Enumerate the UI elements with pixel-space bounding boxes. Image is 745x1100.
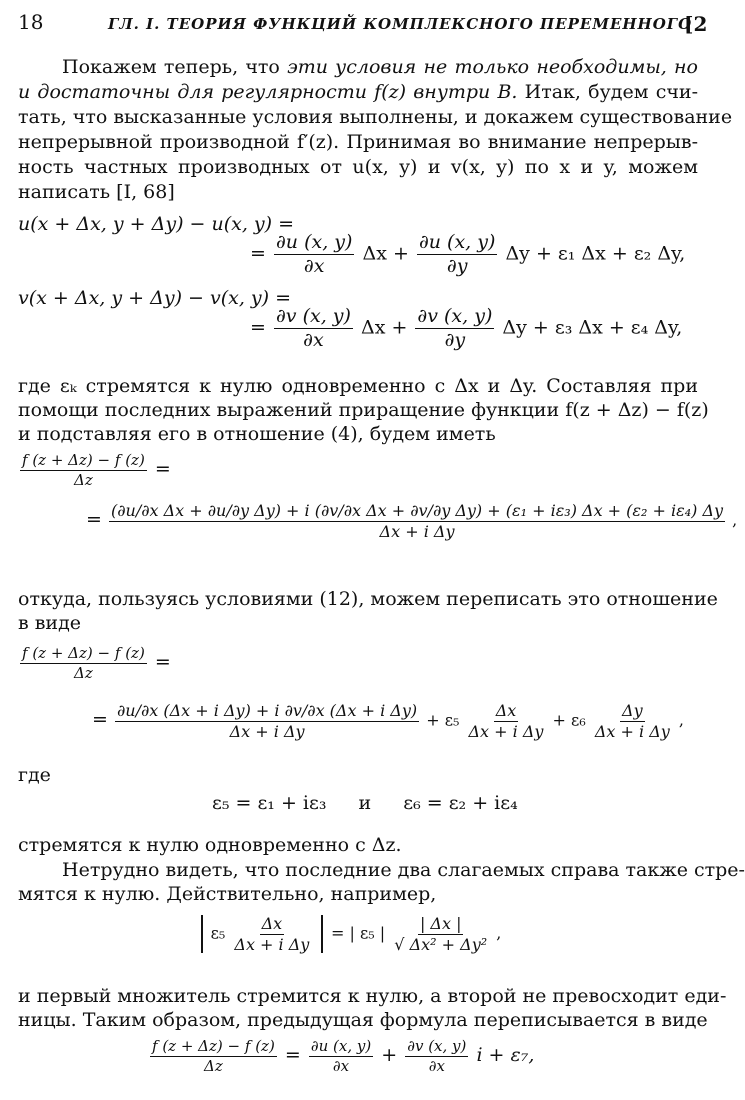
- term: Δy + ε₃ Δx + ε₄ Δy,: [502, 316, 683, 339]
- numerator: ∂u (x, y): [418, 231, 496, 253]
- eq-sign: =: [284, 1044, 301, 1066]
- fraction: [405, 1038, 468, 1074]
- numerator: f (z + Δz) − f (z): [22, 644, 145, 662]
- fraction: [232, 915, 311, 953]
- abs-bar: [201, 915, 203, 953]
- equation-rewritten-rhs: [92, 702, 684, 740]
- numerator: ∂v (x, y): [275, 305, 351, 327]
- denominator: Δz: [74, 470, 93, 489]
- paragraph-line: и подставляя его в отношение (4), будем иметь: [18, 423, 496, 445]
- term: i + ε₇,: [476, 1044, 535, 1066]
- eq-sign: =: [154, 651, 171, 673]
- punct: ,: [496, 923, 502, 943]
- eq-sign: =: [250, 242, 266, 265]
- denominator: Δx + i Δy: [379, 521, 455, 541]
- numerator: ∂u (x, y): [275, 231, 353, 253]
- paragraph-line: стремятся к нулю одновременно с Δz.: [18, 834, 402, 856]
- denominator: Δz: [74, 663, 93, 682]
- paragraph-line: мятся к нулю. Действительно, например,: [18, 883, 437, 905]
- plus-sign: +: [381, 1044, 398, 1066]
- paragraph-line: [18, 81, 698, 103]
- equation-quotient-rhs: [86, 502, 737, 540]
- numerator: f (z + Δz) − f (z): [22, 451, 145, 469]
- fraction: [20, 645, 147, 681]
- running-title: ГЛ. I. ТЕОРИЯ ФУНКЦИЙ КОМПЛЕКСНОГО ПЕРЕМЕННОГО: [108, 15, 693, 33]
- denominator: ∂y: [446, 254, 468, 277]
- numerator: Δy: [622, 701, 643, 720]
- denominator: ∂x: [428, 1056, 445, 1075]
- equation-v-rhs: [250, 306, 682, 351]
- fraction: [274, 306, 353, 351]
- denominator: Δx + i Δy: [468, 721, 544, 741]
- denominator: √ Δx² + Δy²: [394, 934, 488, 954]
- fraction: [109, 502, 725, 540]
- fraction: [593, 702, 672, 740]
- fraction: [274, 232, 354, 277]
- numerator: ∂v (x, y): [417, 305, 493, 327]
- numerator: ∂u/∂x (Δx + i Δy) + i ∂v/∂x (Δx + i Δy): [117, 701, 418, 720]
- term: ε₅: [210, 923, 226, 943]
- numerator: | Δx |: [419, 914, 462, 933]
- paragraph-line: где εₖ стремятся к нулю одновременно с Δx и Δy. Составляя при: [18, 375, 698, 397]
- fraction: [392, 915, 489, 953]
- italic-span: и достаточны для регулярности f(z) внутри B.: [18, 81, 518, 103]
- fraction: [415, 306, 494, 351]
- paragraph-line: [62, 56, 698, 78]
- term: + ε₆: [552, 710, 586, 730]
- paragraph-line: в виде: [18, 612, 82, 634]
- italic-span: эти условия не только необходимы, но: [287, 56, 698, 78]
- denominator: ∂x: [303, 328, 324, 351]
- fraction: [150, 1038, 277, 1074]
- denominator: ∂y: [444, 328, 466, 351]
- paragraph-line: написать [I, 68]: [18, 181, 175, 203]
- term: Δx +: [362, 242, 409, 265]
- denominator: ∂x: [332, 1056, 350, 1075]
- eq-sign: =: [86, 508, 102, 531]
- denominator: ∂x: [303, 254, 325, 277]
- epsilon-6-def: ε₆ = ε₂ + iε₄: [403, 792, 518, 814]
- equation-v-lhs: v(x + Δx, y + Δy) − v(x, y) =: [18, 287, 292, 309]
- equation-quotient-lhs: [18, 452, 171, 488]
- paragraph-line: ницы. Таким образом, предыдущая формула переписывается в виде: [18, 1009, 708, 1031]
- eq-sign: =: [250, 316, 266, 339]
- denominator: Δx + i Δy: [229, 721, 305, 741]
- fraction: [417, 232, 497, 277]
- text-span: Покажем теперь, что: [62, 56, 288, 78]
- numerator: Δx: [261, 914, 283, 933]
- equation-rewritten-lhs: [18, 645, 171, 681]
- numerator: f (z + Δz) − f (z): [152, 1037, 275, 1055]
- fraction: [467, 702, 546, 740]
- term: + ε₅: [426, 710, 460, 730]
- equation-u-rhs: [250, 232, 685, 277]
- page-number: 18: [18, 10, 44, 34]
- fraction: [309, 1038, 373, 1074]
- punct: ,: [678, 710, 684, 730]
- term: = | ε₅ |: [331, 923, 386, 943]
- equation-derivative: [148, 1038, 534, 1074]
- term: Δx +: [360, 316, 408, 339]
- numerator: Δx: [495, 701, 517, 720]
- paragraph-line: ность частных производных от u(x, y) и v(x, y) по x и y, можем: [18, 156, 698, 178]
- paragraph-line: где: [18, 764, 51, 786]
- eq-sign: =: [92, 708, 108, 731]
- term: Δy + ε₁ Δx + ε₂ Δy,: [505, 242, 686, 265]
- numerator: (∂u/∂x Δx + ∂u/∂y Δy) + i (∂v/∂x Δx + ∂v/∂y Δy) + (ε₁ + iε₃) Δx + (ε₂ + iε₄) Δy: [111, 501, 724, 520]
- text-span: Итак, будем счи-: [517, 81, 698, 103]
- paragraph-line: помощи последних выражений приращение функции f(z + Δz) − f(z): [18, 399, 709, 421]
- denominator: Δz: [204, 1056, 223, 1075]
- paragraph-line: непрерывной производной f′(z). Принимая во внимание непрерыв-: [18, 131, 698, 153]
- fraction: [20, 452, 147, 488]
- numerator: ∂v (x, y): [407, 1037, 467, 1055]
- paragraph-line: Нетрудно видеть, что последние два слагаемых справа также стре-: [62, 859, 745, 881]
- denominator: Δx + i Δy: [234, 934, 310, 954]
- section-mark: [2: [684, 12, 708, 36]
- punct: ,: [732, 510, 738, 530]
- equation-epsilon-def: [212, 792, 518, 814]
- paragraph-line: тать, что высказанные условия выполнены, и докажем существование: [18, 106, 733, 128]
- abs-bar: [321, 915, 323, 953]
- paragraph-line: и первый множитель стремится к нулю, а второй не превосходит еди-: [18, 985, 727, 1007]
- fraction: [115, 702, 419, 740]
- eq-sign: =: [154, 458, 171, 480]
- equation-u-lhs: u(x + Δx, y + Δy) − u(x, y) =: [18, 213, 295, 235]
- numerator: ∂u (x, y): [310, 1037, 372, 1055]
- conjunction: и: [358, 792, 372, 814]
- denominator: Δx + i Δy: [594, 721, 670, 741]
- equation-bound: [198, 915, 501, 953]
- paragraph-line: откуда, пользуясь условиями (12), можем переписать это отношение: [18, 588, 718, 610]
- epsilon-5-def: ε₅ = ε₁ + iε₃: [212, 792, 327, 814]
